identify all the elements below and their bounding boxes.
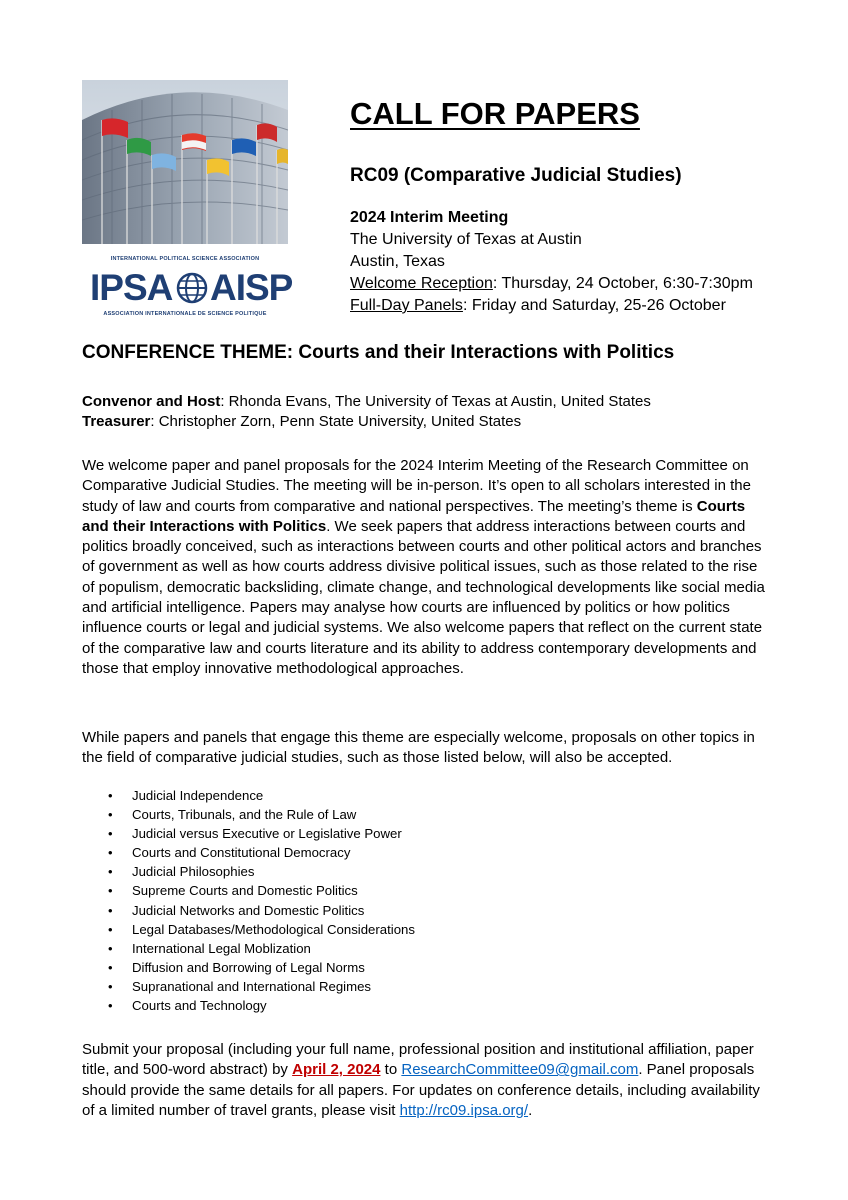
treasurer-label: Treasurer <box>82 413 151 430</box>
list-item: • Diffusion and Borrowing of Legal Norms <box>108 958 415 977</box>
other-topics-paragraph: While papers and panels that engage this theme are especially welcome, proposals on other topics in the field of comparative judicial studies, such as those listed below, will also be accepted. <box>82 729 755 767</box>
panels-label: Full-Day Panels <box>350 297 463 314</box>
deadline-date: April 2, 2024 <box>292 1061 381 1079</box>
list-item: • Courts and Technology <box>108 996 415 1015</box>
flags-building-photo <box>82 80 288 244</box>
logo-top-text: INTERNATIONAL POLITICAL SCIENCE ASSOCIATION <box>110 256 260 262</box>
list-item: • International Legal Moblization <box>108 939 415 958</box>
list-item: • Supranational and International Regimes <box>108 977 415 996</box>
submission-text-4: . <box>528 1101 533 1119</box>
logo-bottom-text: ASSOCIATION INTERNATIONALE DE SCIENCE POLITIQUE <box>103 311 267 317</box>
website-link[interactable]: http://rc09.ipsa.org/ <box>399 1101 529 1119</box>
list-item: • Judicial Networks and Domestic Politics <box>108 901 415 920</box>
organizers <box>82 392 651 432</box>
convenor-label: Convenor and Host <box>82 393 221 410</box>
reception-value: : Thursday, 24 October, 6:30-7:30pm <box>492 275 753 292</box>
panels-value: : Friday and Saturday, 25-26 October <box>462 297 726 314</box>
reception-label: Welcome Reception <box>350 275 493 292</box>
page-title: CALL FOR PAPERS <box>350 96 640 131</box>
list-item: • Judicial Independence <box>108 786 415 805</box>
logo-left-word: IPSA <box>90 267 173 308</box>
list-item: • Legal Databases/Methodological Considerations <box>108 920 415 939</box>
meeting-city: Austin, Texas <box>350 253 445 270</box>
logo-wordmark <box>82 267 293 308</box>
committee-name: RC09 (Comparative Judicial Studies) <box>350 165 682 186</box>
reception-line <box>350 273 753 295</box>
meeting-university: The University of Texas at Austin <box>350 231 582 248</box>
meeting-name: 2024 Interim Meeting <box>350 209 509 226</box>
ipsa-logo <box>82 250 293 326</box>
submission-text-2: to <box>380 1061 402 1079</box>
meeting-details <box>350 207 753 317</box>
list-item: • Judicial versus Executive or Legislative Power <box>108 824 415 843</box>
submission-text-1: Submit your proposal (including your full name, professional position and institutional affiliation, paper title, and 500-word abstract) by <box>82 1041 754 1079</box>
intro-paragraph <box>82 456 772 679</box>
treasurer-line <box>82 412 651 432</box>
list-item: • Courts and Constitutional Democracy <box>108 843 415 862</box>
conference-theme-heading: CONFERENCE THEME: Courts and their Interactions with Politics <box>82 342 675 363</box>
convenor-line <box>82 392 651 412</box>
globe-icon <box>176 272 208 304</box>
intro-theme-bold: Courts and their Interactions with Politics <box>82 497 746 535</box>
logo-right-word: AISP <box>210 267 293 308</box>
email-link[interactable]: ResearchCommittee09@gmail.com <box>401 1061 639 1079</box>
list-item: • Supreme Courts and Domestic Politics <box>108 881 415 900</box>
list-item: • Courts, Tribunals, and the Rule of Law <box>108 805 415 824</box>
treasurer-value: : Christopher Zorn, Penn State University, United States <box>150 413 522 430</box>
panels-line <box>350 295 753 317</box>
submission-text-3: . Panel proposals should provide the same details for all papers. For updates on conference details, including availability of a limited number of travel grants, please visit <box>82 1061 760 1119</box>
intro-text-1: We welcome paper and panel proposals for the 2024 Interim Meeting of the Research Committee on Comparative Judicial Studies. The meeting will be in-person. It’s open to all scholars interested in the study of law and courts from comparative and national perspectives. The meeting’s theme is <box>82 457 751 515</box>
topics-list <box>108 786 415 1015</box>
list-item: • Judicial Philosophies <box>108 862 415 881</box>
intro-text-2: . We seek papers that address interactions between courts and politics broadly conceived, such as interactions between courts and other political actors and branches of government as well as how courts address divisive political issues, such as those related to the rise of populism, democratic backsliding, climate change, and technological developments like social media and artificial intelligence. Papers may analyse how courts are influenced by politics or how politics influence courts or legal and judicial systems. We also welcome papers that reflect on the current state of the comparative law and courts literature and its ability to address contemporary developments and those that employ innovative methodological approaches. <box>82 517 765 677</box>
convenor-value: : Rhonda Evans, The University of Texas at Austin, United States <box>220 393 651 410</box>
submission-paragraph <box>82 1040 772 1121</box>
